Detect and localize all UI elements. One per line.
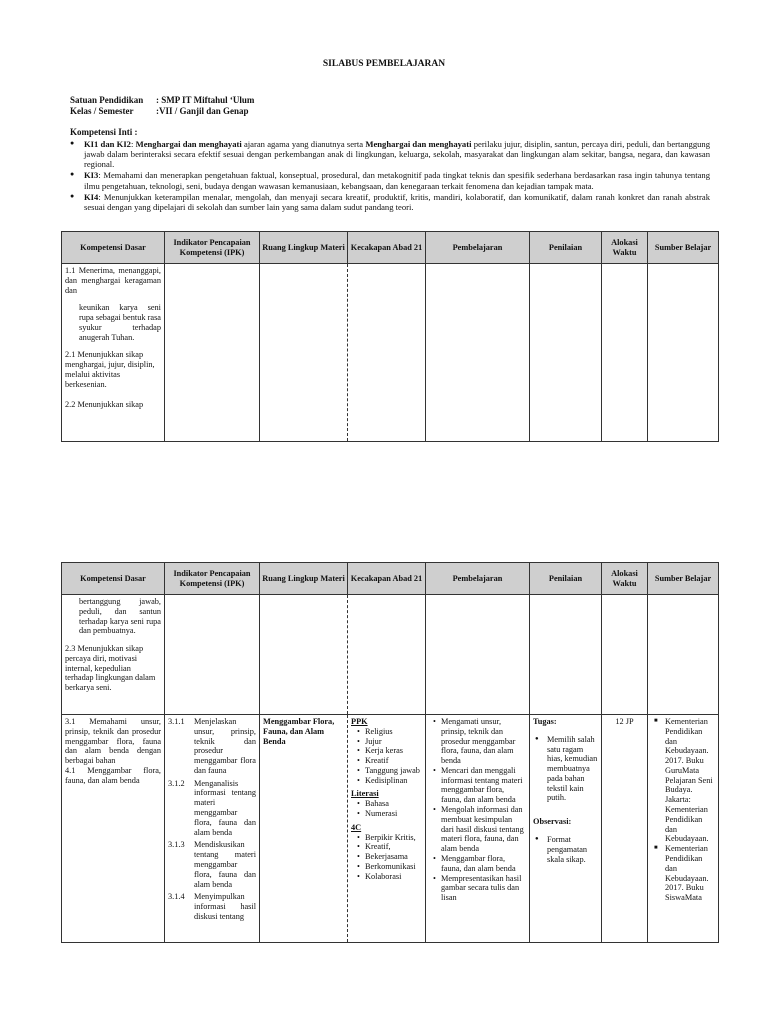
header-sumber-belajar: Sumber Belajar	[648, 563, 719, 595]
header-ipk: Indikator Pencapaian Kompetensi (IPK)	[165, 563, 260, 595]
table-row	[62, 595, 719, 715]
alokasi-value: 12 JP	[615, 717, 634, 726]
ipk-cell	[165, 715, 260, 943]
ki4-text: : Menunjukkan keterampilan menalar, mengolah, dan menyaji secara kreatif, produktif, kritis, mandiri, kolaboratif, dan komunikatif, dalam ranah konkret dan ranah abstrak sesuai dengan yang dipelajari di sekolah dan sumber lain yang sama dalam sudut pandang teori.	[84, 191, 710, 212]
list-item: • Berpikir Kritis,	[359, 833, 422, 843]
pembelajaran-list	[429, 717, 526, 903]
list-item: • Religius	[359, 727, 422, 737]
kelas-value: :VII / Ganjil dan Genap	[156, 106, 249, 116]
kd-cell	[62, 264, 165, 442]
kd-3-1: 3.1 Memahami unsur, prinsip, teknik dan prosedur menggambar flora, fauna dan alam benda dengan berbagai bahan	[65, 717, 161, 766]
ki3-text: : Memahami dan menerapkan pengetahuan faktual, konseptual, prosedural, dan metakognitif pada tingkat teknis dan spesifik sederhana berdasarkan rasa ingin tahunya tentang ilmu pengetahuan, teknologi, seni, budaya dengan wawasan kemanusiaan, kebangsaan, dan kenegaraan terkait fenomena dan kejadian tampak mata.	[84, 170, 710, 191]
kd-4-1: 4.1 Menggambar flora, fauna, dan alam benda	[65, 765, 161, 785]
list-item: • Jujur	[359, 737, 422, 747]
kelas-semester-row	[70, 106, 249, 117]
alokasi-cell	[602, 264, 648, 442]
ppk-list	[351, 727, 422, 786]
table-row	[62, 715, 719, 943]
materi-cell	[260, 715, 348, 943]
penilaian-cell	[530, 595, 602, 715]
list-item: • Kreatif	[359, 756, 422, 766]
satuan-label: Satuan Pendidikan	[70, 95, 144, 105]
penilaian-cell	[530, 715, 602, 943]
kd-cell	[62, 715, 165, 943]
kd-2-3: 2.3 Menunjukkan sikap percaya diri, motivasi internal, kepedulian terhadap lingkungan dalam berkarya seni.	[65, 644, 156, 693]
kd-1-1-b: keunikan karya seni rupa sebagai bentuk rasa syukur terhadap anugerah Tuhan.	[79, 303, 161, 342]
list-item: • Kreatif,	[359, 842, 422, 852]
syllabus-table-2	[61, 562, 719, 943]
list-item: • Menggambar flora, fauna, dan alam benda	[435, 854, 526, 874]
tugas-title: Tugas:	[533, 717, 557, 726]
satuan-pendidikan-row	[70, 95, 254, 106]
list-item: • Mengamati unsur, prinsip, teknik dan prosedur menggambar flora, fauna, dan alam benda	[435, 717, 526, 766]
list-item: • Mempresentasikan hasil gambar secara tulis dan lisan	[435, 874, 526, 903]
header-pembelajaran: Pembelajaran	[426, 563, 530, 595]
tugas-list	[533, 735, 598, 803]
header-ipk: Indikator Pencapaian Kompetensi (IPK)	[165, 232, 260, 264]
satuan-value: : SMP IT Miftahul ‘Ulum	[156, 95, 255, 105]
list-item: • Kerja keras	[359, 746, 422, 756]
ki1-colon: :	[130, 139, 136, 149]
ipk-item: 3.1.4 Menyimpulkan informasi hasil diskusi tentang	[168, 892, 256, 921]
sumber-cell	[648, 715, 719, 943]
ipk-cell	[165, 595, 260, 715]
kd-2-2: 2.2 Menunjukkan sikap	[65, 399, 144, 409]
list-item: • Bahasa	[359, 799, 422, 809]
ipk-item: 3.1.1 Menjelaskan unsur, prinsip, teknik dan prosedur menggambar flora dan fauna	[168, 717, 256, 775]
ppk-title: PPK	[351, 717, 368, 726]
sumber-list	[651, 717, 715, 903]
list-item: ● Format pengamatan skala sikap.	[547, 835, 598, 864]
list-item: • Mengolah informasi dan membuat kesimpulan dari hasil diskusi tentang materi flora, fauna, dan alam benda	[435, 805, 526, 854]
header-ruang-lingkup-materi: Ruang Lingkup Materi	[260, 232, 348, 264]
list-item: • Numerasi	[359, 809, 422, 819]
ki1-label: KI1 dan KI2	[84, 139, 131, 149]
kelas-label: Kelas / Semester	[70, 106, 134, 116]
ki4-label: KI4	[84, 191, 99, 202]
ki3-label: KI3	[84, 170, 99, 181]
list-item: • Berkomunikasi	[359, 862, 422, 872]
pembelajaran-cell	[426, 264, 530, 442]
ki1-text-1: ajaran agama yang dianutnya serta	[241, 139, 366, 149]
table-row	[62, 264, 719, 442]
materi-title: Menggambar Flora, Fauna, dan Alam Benda	[263, 717, 335, 746]
4c-list	[351, 833, 422, 882]
syllabus-table-1	[61, 231, 719, 442]
header-kompetensi-dasar: Kompetensi Dasar	[62, 563, 165, 595]
literasi-title: Literasi	[351, 789, 379, 799]
abad-cell	[348, 715, 426, 943]
list-item: • Kedisiplinan	[359, 776, 422, 786]
4c-title: 4C	[351, 822, 362, 832]
observasi-title: Observasi:	[533, 817, 572, 827]
page-title: SILABUS PEMBELAJARAN	[322, 59, 446, 69]
kd-continuation: bertanggung jawab, peduli, dan santun terhadap karya seni rupa dan pembuatnya.	[79, 597, 161, 636]
alokasi-cell	[602, 715, 648, 943]
ki4-item	[70, 192, 710, 212]
list-item: ● Memilih salah satu ragam hias, kemudian membuatnya pada bahan tekstil kain putih.	[547, 735, 598, 803]
list-item: ■ Kementerian Pendidikan dan Kebudayaan. 2017. Buku SiswaMata	[665, 844, 715, 903]
kompetensi-inti-list	[70, 139, 710, 213]
ki1-item	[70, 139, 710, 169]
header-pembelajaran: Pembelajaran	[426, 232, 530, 264]
list-item: • Kolaborasi	[359, 872, 422, 882]
kd-2-1: 2.1 Menunjukkan sikap menghargai, jujur, disiplin, melalui aktivitas berkesenian.	[65, 350, 155, 389]
ki1-bold-2: Menghargai dan menghayati	[365, 139, 472, 149]
materi-cell	[260, 595, 348, 715]
header-kecakapan-abad-21: Kecakapan Abad 21	[348, 232, 426, 264]
abad-cell	[348, 264, 426, 442]
penilaian-cell	[530, 264, 602, 442]
pembelajaran-cell	[426, 595, 530, 715]
header-kompetensi-dasar: Kompetensi Dasar	[62, 232, 165, 264]
ki3-item	[70, 170, 710, 190]
list-item: • Bekerjasama	[359, 852, 422, 862]
list-item: ■ Kementerian Pendidikan dan Kebudayaan. 2017. Buku GuruMata Pelajaran Seni Budaya. Jakarta: Kementerian Pendidikan dan Kebudayaan.	[665, 717, 715, 844]
alokasi-cell	[602, 595, 648, 715]
literasi-list	[351, 799, 422, 819]
header-alokasi-waktu: Alokasi Waktu	[602, 563, 648, 595]
ipk-item: 3.1.2 Menganalisis informasi tentang materi menggambar flora, fauna dan alam benda	[168, 778, 256, 837]
header-penilaian: Penilaian	[530, 563, 602, 595]
ki1-text-2: perilaku jujur, disiplin, santun, percaya diri, peduli, dan bertanggung jawab dalam berinteraksi secara efektif sesuai dengan perkembangan anak di lingkungan, keluarga, sekolah, masyarakat dan lingkungan alam sekitar, bangsa, negara, dan kawasan regional.	[84, 139, 711, 170]
list-item: • Mencari dan menggali informasi tentang materi menggambar flora, fauna, dan alam benda	[435, 766, 526, 805]
ipk-item: 3.1.3 Mendiskusikan tentang materi menggambar flora, fauna dan alam benda	[168, 840, 256, 889]
observasi-list	[533, 835, 598, 864]
pembelajaran-cell	[426, 715, 530, 943]
header-ruang-lingkup-materi: Ruang Lingkup Materi	[260, 563, 348, 595]
kd-1-1-a: 1.1 Menerima, menanggapi, dan menghargai keragaman dan	[65, 266, 161, 295]
list-item: • Tanggung jawab	[359, 766, 422, 776]
header-kecakapan-abad-21: Kecakapan Abad 21	[348, 563, 426, 595]
header-alokasi-waktu: Alokasi Waktu	[602, 232, 648, 264]
ki1-bold-1: Menghargai dan menghayati	[135, 139, 242, 149]
kd-cell	[62, 595, 165, 715]
header-penilaian: Penilaian	[530, 232, 602, 264]
sumber-cell	[648, 595, 719, 715]
ipk-cell	[165, 264, 260, 442]
abad-cell	[348, 595, 426, 715]
kompetensi-inti-heading: Kompetensi Inti :	[70, 127, 138, 137]
materi-cell	[260, 264, 348, 442]
header-sumber-belajar: Sumber Belajar	[648, 232, 719, 264]
sumber-cell	[648, 264, 719, 442]
